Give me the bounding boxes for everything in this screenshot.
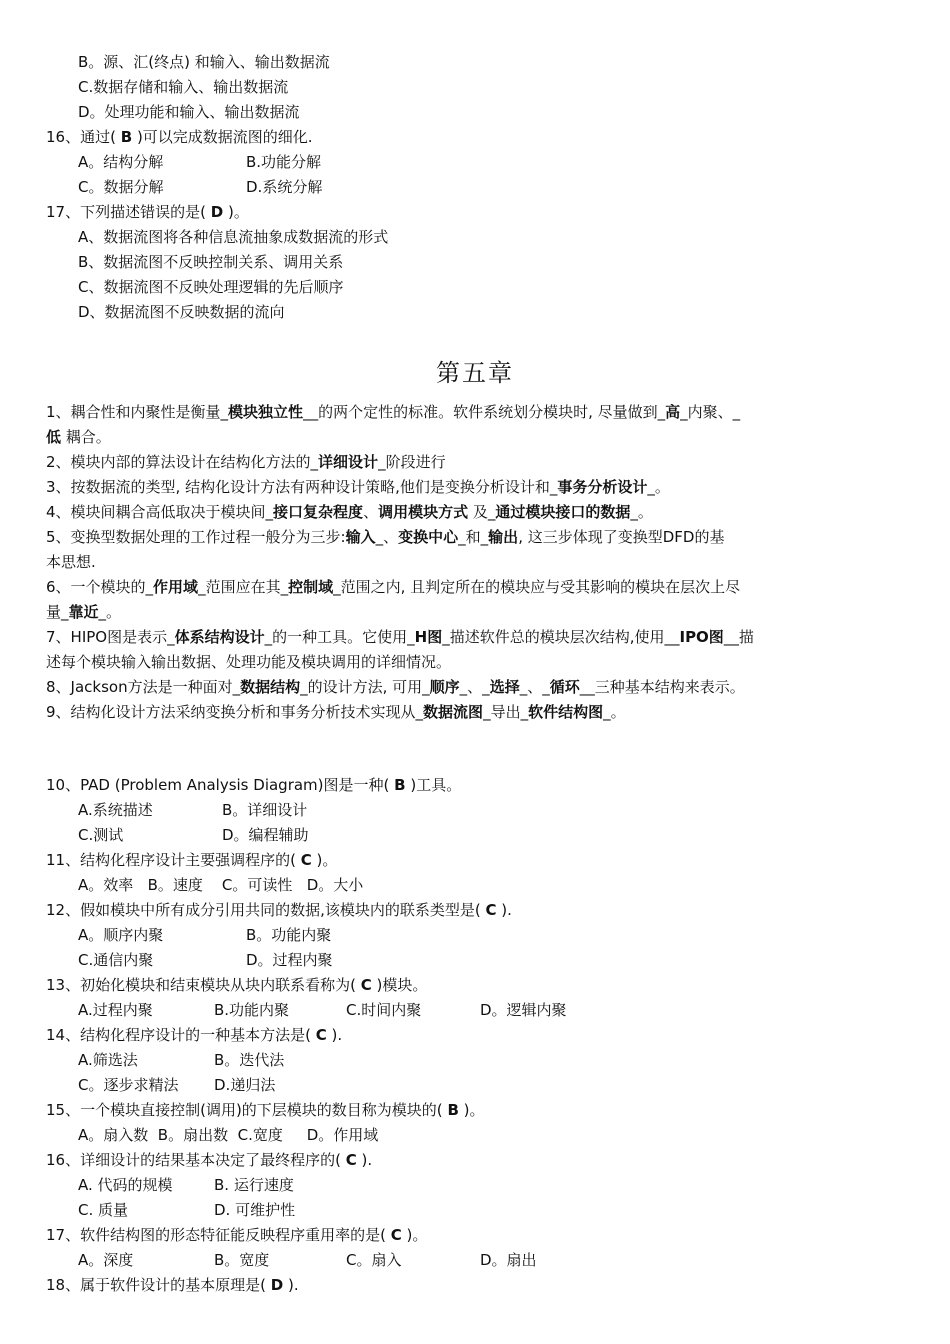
option-c: C.数据存储和输入、输出数据流 (78, 78, 289, 96)
mc-question-14 (46, 1025, 342, 1045)
fill-6-cont (46, 602, 121, 622)
option-d: D、数据流图不反映数据的流向 (78, 303, 285, 321)
question-text: 16、详细设计的结果基本决定了最终程序的( (46, 1151, 341, 1169)
text: 8、Jackson方法是一种面对_ (46, 678, 241, 696)
answer: 靠近 (68, 603, 99, 621)
mc-question-13 (46, 975, 427, 995)
question-text: )工具。 (410, 776, 462, 794)
fill-2 (46, 452, 446, 472)
option-c: C. 质量 (78, 1201, 129, 1219)
option-d: D。编程辅助 (222, 826, 309, 844)
text: _、_ (459, 678, 490, 696)
answer: H图 (414, 628, 443, 646)
answer: B (120, 128, 133, 146)
answer: C (485, 901, 497, 919)
option-b: B. 运行速度 (214, 1176, 294, 1194)
answer: 选择 (489, 678, 520, 696)
mc-question-11 (46, 850, 337, 870)
answer: 详细设计 (318, 453, 379, 471)
fill-8 (46, 677, 745, 697)
text: _描述软件总的模块层次结构,使用__ (442, 628, 680, 646)
question-text: )。 (463, 1101, 485, 1119)
option-b: B。详细设计 (222, 801, 308, 819)
text: 3、按数据流的类型, 结构化设计方法有两种设计策略,他们是变换分析设计和_ (46, 478, 558, 496)
question-17 (46, 202, 249, 222)
text: __三种基本结构来表示。 (579, 678, 745, 696)
text: _的一种工具。它使用_ (264, 628, 415, 646)
answer: 输入 (345, 528, 376, 546)
text: 9、结构化设计方法采纳变换分析和事务分析技术实现从_ (46, 703, 424, 721)
options-row: A。扇入数 B。扇出数 C.宽度 D。作用域 (78, 1126, 379, 1144)
text: _。 (98, 603, 122, 621)
mc-question-18 (46, 1275, 299, 1295)
fill-4 (46, 502, 653, 522)
fill-6 (46, 577, 740, 597)
question-text: 15、一个模块直接控制(调用)的下层模块的数目称为模块的( (46, 1101, 443, 1119)
fill-1 (46, 402, 740, 422)
mc-question-10 (46, 775, 461, 795)
text: 5、变换型数据处理的工作过程一般分为三步: (46, 528, 346, 546)
answer: IPO图 (679, 628, 724, 646)
answer: 作用域 (153, 578, 199, 596)
option-a: A.过程内聚 (78, 1001, 153, 1019)
option-c: C、数据流图不反映处理逻辑的先后顺序 (78, 278, 344, 296)
text: 6、一个模块的_ (46, 578, 154, 596)
option-a: A.筛选法 (78, 1051, 138, 1069)
text: 耦合。 (61, 428, 111, 446)
answer: D (210, 203, 224, 221)
question-text: ). (331, 1026, 343, 1044)
fill-1-cont (46, 427, 111, 447)
question-text: )。 (406, 1226, 428, 1244)
option-d: D.递归法 (214, 1076, 276, 1094)
question-text: )可以完成数据流图的细化. (136, 128, 313, 146)
fill-9 (46, 702, 626, 722)
answer: C (345, 1151, 357, 1169)
option-d: D. 可维护性 (214, 1201, 296, 1219)
text: __的两个定性的标准。软件系统划分模块时, 尽量做到_ (303, 403, 666, 421)
chapter-title: 第五章 (436, 359, 514, 387)
option-b: B.功能分解 (246, 153, 322, 171)
text: _范围应在其_ (198, 578, 289, 596)
fill-5-cont: 本思想. (46, 553, 96, 571)
option-c: C。逐步求精法 (78, 1076, 179, 1094)
answer: 循环 (549, 678, 580, 696)
text: 、 (363, 503, 379, 521)
answer: 事务分析设计 (557, 478, 648, 496)
option-a: A、数据流图将各种信息流抽象成数据流的形式 (78, 228, 389, 246)
fill-3 (46, 477, 670, 497)
question-text: )。 (316, 851, 338, 869)
text: _。 (630, 503, 653, 521)
question-text: 12、假如模块中所有成分引用共同的数据,该模块内的联系类型是( (46, 901, 481, 919)
question-16 (46, 127, 313, 147)
text: 2、模块内部的算法设计在结构化方法的_ (46, 453, 319, 471)
answer: 数据流图 (423, 703, 484, 721)
option-b: B、数据流图不反映控制关系、调用关系 (78, 253, 344, 271)
question-text: ). (501, 901, 512, 919)
fill-7-cont: 述每个模块输入输出数据、处理功能及模块调用的详细情况。 (46, 653, 452, 671)
option-c: C.通信内聚 (78, 951, 154, 969)
answer: D (270, 1276, 284, 1294)
answer: 调用模块方式 (378, 503, 469, 521)
answer: 高 (665, 403, 681, 421)
text: _。 (603, 703, 626, 721)
answer: 控制域 (288, 578, 334, 596)
text: 4、模块间耦合高低取决于模块间_ (46, 503, 274, 521)
answer: C (390, 1226, 402, 1244)
answer: 低 (46, 428, 62, 446)
text: _内聚、_ (680, 403, 741, 421)
option-d: D。扇出 (480, 1251, 537, 1269)
text: _、 (375, 528, 399, 546)
options-row: A。效率 B。速度 C。可读性 D。大小 (78, 876, 364, 894)
text: _。 (647, 478, 670, 496)
option-c: C。数据分解 (78, 178, 164, 196)
option-d: D。处理功能和输入、输出数据流 (78, 103, 300, 121)
question-text: 18、属于软件设计的基本原理是( (46, 1276, 266, 1294)
option-a: A。结构分解 (78, 153, 164, 171)
text: __描 (723, 628, 754, 646)
answer: C (360, 976, 372, 994)
answer: 通过模块接口的数据 (495, 503, 631, 521)
option-b: B。迭代法 (214, 1051, 285, 1069)
text: 1、耦合性和内聚性是衡量_ (46, 403, 229, 421)
text: 7、HIPO图是表示_ (46, 628, 175, 646)
option-a: A. 代码的规模 (78, 1176, 173, 1194)
question-text: ). (287, 1276, 299, 1294)
answer: 输出 (488, 528, 519, 546)
question-text: 14、结构化程序设计的一种基本方法是( (46, 1026, 311, 1044)
fill-5 (46, 527, 724, 547)
answer: 变换中心 (398, 528, 459, 546)
question-text: 11、结构化程序设计主要强调程序的( (46, 851, 296, 869)
answer: 软件结构图 (528, 703, 604, 721)
option-a: A。顺序内聚 (78, 926, 164, 944)
answer: B (447, 1101, 459, 1119)
mc-question-16 (46, 1150, 372, 1170)
option-d: D。过程内聚 (246, 951, 333, 969)
question-text: 17、软件结构图的形态特征能反映程序重用率的是( (46, 1226, 386, 1244)
question-text: 13、初始化模块和结束模块从块内联系看称为( (46, 976, 356, 994)
text: _阶段进行 (378, 453, 446, 471)
mc-question-15 (46, 1100, 485, 1120)
option-d: D。逻辑内聚 (480, 1001, 567, 1019)
question-text: )模块。 (376, 976, 428, 994)
mc-question-12 (46, 900, 512, 920)
question-text: 16、通过( (46, 128, 116, 146)
answer: 模块独立性 (228, 403, 304, 421)
option-b: B。源、汇(终点) 和输入、输出数据流 (78, 53, 330, 71)
mc-question-17 (46, 1225, 427, 1245)
option-c: C.时间内聚 (346, 1001, 422, 1019)
text: 量_ (46, 603, 69, 621)
answer: 接口复杂程度 (273, 503, 364, 521)
text: _导出_ (483, 703, 529, 721)
text: _、_ (519, 678, 550, 696)
fill-7 (46, 627, 754, 647)
text: _范围之内, 且判定所在的模块应与受其影响的模块在层次上尽 (333, 578, 741, 596)
question-text: 10、PAD (Problem Analysis Diagram)图是一种( (46, 776, 390, 794)
option-b: B。功能内聚 (246, 926, 332, 944)
answer: C (315, 1026, 327, 1044)
question-text: ). (361, 1151, 373, 1169)
option-b: B.功能内聚 (214, 1001, 290, 1019)
option-c: C。扇入 (346, 1251, 402, 1269)
answer: B (394, 776, 406, 794)
answer: C (300, 851, 312, 869)
option-a: A.系统描述 (78, 801, 153, 819)
option-d: D.系统分解 (246, 178, 323, 196)
text: _的设计方法, 可用_ (300, 678, 430, 696)
text: , 这三步体现了变换型DFD的基 (518, 528, 725, 546)
answer: 体系结构设计 (174, 628, 265, 646)
answer: 顺序 (429, 678, 460, 696)
text: 及_ (468, 503, 496, 521)
option-c: C.测试 (78, 826, 124, 844)
question-text: 17、下列描述错误的是( (46, 203, 206, 221)
option-b: B。宽度 (214, 1251, 270, 1269)
answer: 数据结构 (240, 678, 301, 696)
question-text: )。 (227, 203, 249, 221)
text: _和_ (458, 528, 489, 546)
option-a: A。深度 (78, 1251, 134, 1269)
